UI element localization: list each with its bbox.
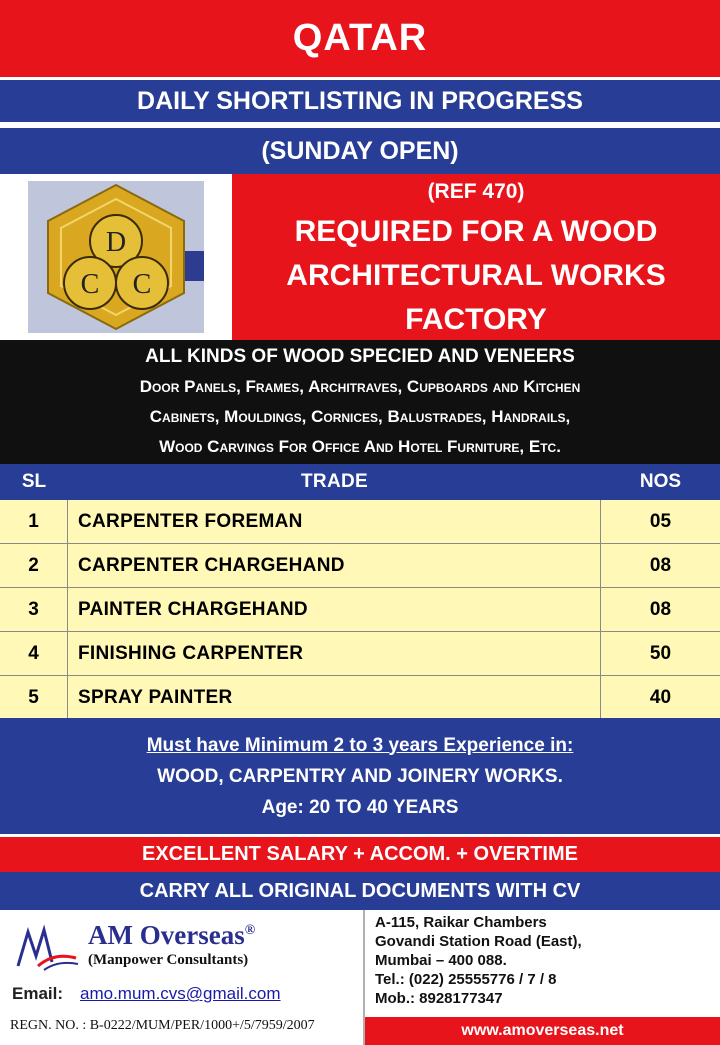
table-row <box>0 588 720 632</box>
ref-panel <box>232 174 720 340</box>
shortlisting-banner: DAILY SHORTLISTING IN PROGRESS <box>0 80 720 125</box>
email-link[interactable]: amo.mum.cvs@gmail.com <box>80 984 281 1003</box>
am-overseas-logo-icon <box>14 922 80 972</box>
phone-line: Tel.: (022) 25555776 / 7 / 8 <box>375 971 557 988</box>
row-sl: 3 <box>0 588 68 631</box>
row-nos: 08 <box>649 554 672 576</box>
row-trade: CARPENTER CHARGEHAND <box>68 544 601 587</box>
header-nos: NOS <box>639 471 682 492</box>
table-header <box>0 464 720 500</box>
registration-number: REGN. NO. : B-0222/MUM/PER/1000+/5/7959/2007 <box>10 1018 315 1033</box>
logo-letter-c1: C <box>80 269 100 300</box>
country-banner: QATAR <box>0 0 720 80</box>
dcc-hexagon-icon <box>28 181 204 333</box>
required-line-1: REQUIRED FOR A WOOD <box>294 215 658 248</box>
scope-of-work <box>0 340 720 464</box>
row-sl: 2 <box>0 544 68 587</box>
scope-line-2: Cabinets, Mouldings, Cornices, Balustrades, Handrails, <box>149 407 571 426</box>
row-nos: 50 <box>649 642 672 664</box>
row-sl: 1 <box>0 500 68 543</box>
row-nos: 40 <box>649 686 672 708</box>
mobile-line: Mob.: 8928177347 <box>375 990 503 1007</box>
row-sl: 5 <box>0 676 68 719</box>
company-info <box>0 910 365 1045</box>
company-subtitle: (Manpower Consultants) <box>88 952 249 968</box>
row-trade: SPRAY PAINTER <box>68 676 601 719</box>
row-trade: CARPENTER FOREMAN <box>68 500 601 543</box>
header-trade: TRADE <box>301 471 368 492</box>
contact-info <box>365 910 720 1045</box>
required-line-3: FACTORY <box>405 303 547 336</box>
row-trade: PAINTER CHARGEHAND <box>68 588 601 631</box>
scope-line-1: Door Panels, Frames, Architraves, Cupboards and Kitchen <box>139 377 581 396</box>
registered-mark: ® <box>244 923 256 938</box>
ref-number: (REF 470) <box>427 180 525 203</box>
requirements-panel <box>0 718 720 834</box>
scope-line-3: Wood Carvings For Office And Hotel Furniture, Etc. <box>159 437 561 456</box>
table-row <box>0 676 720 720</box>
address-block <box>375 913 582 1008</box>
logo-letter-c2: C <box>132 269 152 300</box>
row-nos: 05 <box>649 510 672 532</box>
logo-letter-d: D <box>105 227 127 258</box>
company-name <box>88 920 255 951</box>
required-heading <box>232 210 720 342</box>
benefits-banner: EXCELLENT SALARY + ACCOM. + OVERTIME <box>0 834 720 872</box>
header-sl: SL <box>21 471 47 492</box>
table-row <box>0 632 720 676</box>
address-line: Govandi Station Road (East), <box>375 933 582 950</box>
company-name-text: AM Overseas <box>88 920 245 950</box>
trades-table <box>0 464 720 720</box>
documents-banner: CARRY ALL ORIGINAL DOCUMENTS WITH CV <box>0 872 720 910</box>
age-line: Age: 20 TO 40 YEARS <box>261 796 459 818</box>
row-trade: FINISHING CARPENTER <box>68 632 601 675</box>
sunday-open-banner: (SUNDAY OPEN) <box>0 128 720 174</box>
address-line: Mumbai – 400 088. <box>375 952 507 969</box>
scope-headline: ALL KINDS OF WOOD SPECIED AND VENEERS <box>145 346 575 367</box>
table-row <box>0 544 720 588</box>
email-label: Email: <box>12 984 64 1003</box>
dcc-logo <box>28 181 204 333</box>
row-sl: 4 <box>0 632 68 675</box>
fields-line: WOOD, CARPENTRY AND JOINERY WORKS. <box>157 765 563 787</box>
required-line-2: ARCHITECTURAL WORKS <box>286 259 666 292</box>
website-link[interactable]: www.amoverseas.net <box>365 1017 720 1045</box>
address-line: A-115, Raikar Chambers <box>375 914 547 931</box>
table-row <box>0 500 720 544</box>
dcc-logo-panel <box>0 174 232 340</box>
row-nos: 08 <box>649 598 672 620</box>
experience-line: Must have Minimum 2 to 3 years Experience in: <box>146 734 574 756</box>
